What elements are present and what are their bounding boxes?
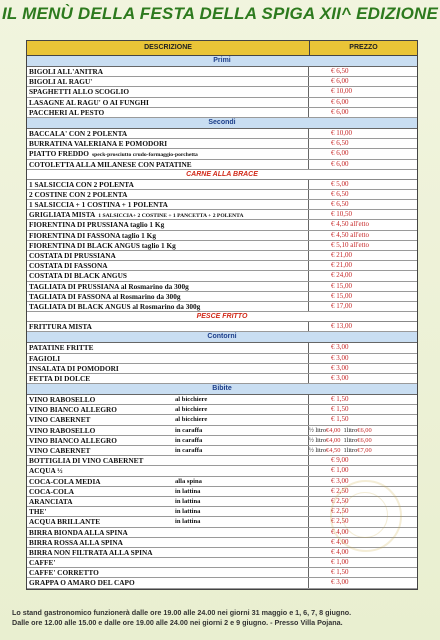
item-name: LASAGNE AL RAGU' O AI FUNGHI <box>29 97 149 107</box>
item-price: € 17,00 <box>331 301 352 310</box>
serving-type: in lattina <box>175 508 201 516</box>
menu-row <box>27 354 417 364</box>
item-description <box>27 517 309 526</box>
item-description <box>27 160 309 169</box>
item-price: € 5,10 all'etto <box>331 240 370 249</box>
item-description <box>27 231 309 240</box>
item-name: VINO CABERNET <box>29 415 91 425</box>
item-price: € 6,00 <box>331 107 349 116</box>
menu-row <box>27 395 417 405</box>
item-description <box>27 354 309 363</box>
item-name: FETTA DI DOLCE <box>29 373 91 383</box>
item-price: € 21,00 <box>331 261 352 270</box>
item-description <box>27 302 309 311</box>
item-description <box>27 292 309 301</box>
section-heading: CARNE ALLA BRACE <box>27 170 417 180</box>
menu-row <box>27 343 417 353</box>
item-name: TAGLIATA DI BLACK ANGUS al Rosmarino da 300g <box>29 301 201 311</box>
menu-row <box>27 261 417 271</box>
item-price <box>309 446 417 455</box>
menu-row <box>27 282 417 292</box>
item-price: € 10,00 <box>331 128 352 137</box>
menu-row <box>27 220 417 230</box>
item-description <box>27 374 309 383</box>
item-description <box>27 426 309 435</box>
item-price: € 6,50 <box>331 67 349 75</box>
full-price: €6,00 <box>357 426 372 434</box>
item-name: BIRRA BIONDA ALLA SPINA <box>29 527 128 537</box>
item-price: € 21,00 <box>331 251 352 259</box>
item-price: € 15,00 <box>331 291 352 300</box>
serving-type: al bicchiere <box>175 416 208 424</box>
item-price: € 15,00 <box>331 281 352 290</box>
item-price: € 3,00 <box>331 343 349 352</box>
item-price: € 1,00 <box>331 466 349 475</box>
menu-row <box>27 241 417 251</box>
item-price: € 1,50 <box>331 405 349 414</box>
item-name: FIORENTINA DI BLACK ANGUS taglio 1 Kg <box>29 240 176 250</box>
half-price: €4,50 <box>326 447 341 454</box>
menu-row <box>27 231 417 241</box>
item-description <box>27 210 309 219</box>
menu-row <box>27 466 417 476</box>
menu-row <box>27 180 417 190</box>
item-price: € 4,00 <box>331 547 349 556</box>
item-description <box>27 149 309 158</box>
item-price: € 1,50 <box>331 415 349 424</box>
item-description <box>27 343 309 352</box>
section-heading: Contorni <box>27 332 417 343</box>
item-name: FRITTURA MISTA <box>29 322 92 332</box>
item-name: PIATTO FREDDO <box>29 149 89 159</box>
item-name: CAFFE' <box>29 558 56 568</box>
item-description <box>27 578 309 587</box>
menu-row <box>27 364 417 374</box>
item-price: € 6,00 <box>331 159 349 168</box>
item-description <box>27 538 309 547</box>
header-description: DESCRIZIONE <box>27 41 310 55</box>
header-price: PREZZO <box>349 44 378 51</box>
menu-row <box>27 322 417 332</box>
item-description <box>27 322 309 331</box>
item-description <box>27 456 309 465</box>
item-price: € 2,50 <box>331 507 349 516</box>
item-price: € 4,00 <box>331 527 349 536</box>
menu-row <box>27 578 417 588</box>
item-price: € 6,00 <box>331 149 349 158</box>
item-price: € 1,50 <box>331 395 349 404</box>
menu-row <box>27 98 417 108</box>
item-price <box>309 426 417 435</box>
item-price: € 4,50 all'etto <box>331 230 370 239</box>
serving-type: in caraffa <box>175 447 203 454</box>
item-name: VINO BIANCO ALLEGRO <box>29 435 117 445</box>
item-name: COTOLETTA ALLA MILANESE CON PATATINE <box>29 159 192 169</box>
item-price: € 2,50 <box>331 486 349 495</box>
menu-row <box>27 405 417 415</box>
item-name: ACQUA BRILLANTE <box>29 517 101 527</box>
item-description <box>27 261 309 270</box>
item-description <box>27 558 309 567</box>
full-price: €7,00 <box>357 447 372 454</box>
footer-note <box>12 608 432 628</box>
full-label: 1litro <box>343 447 358 454</box>
serving-type: alla spina <box>175 477 202 485</box>
item-detail: speck-prosciutto crudo-formaggio-porchetta <box>91 152 198 159</box>
half-label: ½ litro <box>309 436 327 444</box>
section-heading: Secondi <box>27 118 417 129</box>
item-price: € 5,00 <box>331 179 349 188</box>
item-name: ACQUA ½ <box>29 466 63 476</box>
serving-type: al bicchiere <box>175 396 208 404</box>
item-description <box>27 405 309 414</box>
item-description <box>27 446 309 455</box>
serving-type: in lattina <box>175 518 201 526</box>
item-description <box>27 507 309 516</box>
item-name: COSTATA DI BLACK ANGUS <box>29 271 127 281</box>
item-description <box>27 67 309 76</box>
menu-row <box>27 149 417 159</box>
item-name: BACCALA' CON 2 POLENTA <box>29 128 128 138</box>
menu-row <box>27 108 417 118</box>
menu-row <box>27 67 417 77</box>
item-price: € 6,50 <box>331 189 349 198</box>
item-name: PATATINE FRITTE <box>29 343 94 353</box>
menu-row <box>27 374 417 384</box>
item-description <box>27 395 309 404</box>
section-heading: PESCE FRITTO <box>27 312 417 322</box>
item-price: € 10,50 <box>331 210 352 219</box>
item-description <box>27 282 309 291</box>
item-name: 2 COSTINE CON 2 POLENTA <box>29 189 128 199</box>
item-price: € 1,50 <box>331 568 349 577</box>
item-name: 1 SALSICCIA + 1 COSTINA + 1 POLENTA <box>29 200 168 210</box>
item-price: € 3,00 <box>331 373 349 382</box>
menu-row <box>27 292 417 302</box>
item-description <box>27 568 309 577</box>
item-detail: 1 SALSICCIA+ 2 COSTINE + 1 PANCETTA + 2 POLENTA <box>98 213 244 220</box>
item-price: € 6,00 <box>331 97 349 106</box>
item-price: € 4,00 <box>331 537 349 546</box>
half-price: €4,00 <box>326 436 341 444</box>
item-description <box>27 180 309 189</box>
item-description <box>27 415 309 424</box>
item-name: VINO RABOSELLO <box>29 425 96 435</box>
item-description <box>27 271 309 280</box>
item-name: ARANCIATA <box>29 496 73 506</box>
item-description <box>27 528 309 537</box>
item-name: BOTTIGLIA DI VINO CABERNET <box>29 456 144 466</box>
footer-line-2: Dalle ore 12.00 alle 15.00 e dalle ore 19.00 alle 24.00 nei giorni 2 e 9 giugno. - Presso Villa Pojana. <box>12 618 343 627</box>
item-price: € 3,00 <box>331 363 349 372</box>
serving-type: in caraffa <box>175 436 203 444</box>
item-name: BURRATINA VALERIANA E POMODORI <box>29 139 168 149</box>
item-description <box>27 98 309 107</box>
item-name: COCA-COLA <box>29 486 74 496</box>
item-description <box>27 200 309 209</box>
table-header <box>27 41 417 56</box>
item-price: € 3,00 <box>331 476 349 485</box>
half-price: €4,00 <box>326 426 341 434</box>
item-name: CAFFE' CORRETTO <box>29 568 99 578</box>
menu-row <box>27 251 417 261</box>
item-name: GRIGLIATA MISTA <box>29 210 96 220</box>
item-price: € 6,00 <box>331 77 349 86</box>
menu-row <box>27 210 417 220</box>
footer-line-1: Lo stand gastronomico funzionerà dalle ore 19.00 alle 24.00 nei giorni 31 maggio e 1, 6, 7, 8 giugno. <box>12 608 352 617</box>
item-price: € 2,50 <box>331 517 349 526</box>
menu-row <box>27 139 417 149</box>
menu-row <box>27 190 417 200</box>
item-description <box>27 87 309 96</box>
serving-type: in lattina <box>175 487 201 495</box>
item-price: € 13,00 <box>331 322 352 331</box>
menu-row <box>27 426 417 436</box>
item-price <box>309 436 417 445</box>
item-name: VINO BIANCO ALLEGRO <box>29 405 117 415</box>
item-name: BIRRA NON FILTRATA ALLA SPINA <box>29 547 153 557</box>
item-name: SPAGHETTI ALLO SCOGLIO <box>29 87 130 97</box>
item-name: TAGLIATA DI FASSONA al Rosmarino da 300g <box>29 291 181 301</box>
item-name: BIRRA ROSSA ALLA SPINA <box>29 537 123 547</box>
menu-row <box>27 568 417 578</box>
item-price: € 10,00 <box>331 87 352 96</box>
item-description <box>27 139 309 148</box>
item-description <box>27 251 309 260</box>
serving-type: al bicchiere <box>175 406 208 414</box>
item-name: FIORENTINA DI FASSONA taglio 1 Kg <box>29 230 156 240</box>
item-description <box>27 190 309 199</box>
item-name: BIGOLI AL RAGU' <box>29 77 93 87</box>
serving-type: in caraffa <box>175 426 203 434</box>
item-description <box>27 466 309 475</box>
item-name: COSTATA DI FASSONA <box>29 261 108 271</box>
item-name: GRAPPA O AMARO DEL CAPO <box>29 578 135 588</box>
menu-row <box>27 446 417 456</box>
item-price: € 3,00 <box>331 353 349 362</box>
item-name: COSTATA DI PRUSSIANA <box>29 251 116 260</box>
item-description <box>27 548 309 557</box>
item-description <box>27 129 309 138</box>
menu-row <box>27 160 417 170</box>
item-description <box>27 477 309 486</box>
half-label: ½ litro <box>309 447 327 454</box>
item-description <box>27 241 309 250</box>
menu-row <box>27 456 417 466</box>
item-description <box>27 108 309 117</box>
item-description <box>27 364 309 373</box>
item-name: VINO CABERNET <box>29 446 91 455</box>
item-name: TAGLIATA DI PRUSSIANA al Rosmarino da 300g <box>29 281 189 291</box>
item-price: € 24,00 <box>331 271 352 280</box>
item-description <box>27 77 309 86</box>
menu-row <box>27 302 417 312</box>
item-price: € 6,50 <box>331 139 349 148</box>
section-heading: Primi <box>27 56 417 67</box>
full-price: €6,00 <box>357 436 372 444</box>
menu-row <box>27 200 417 210</box>
full-label: 1litro <box>343 426 358 434</box>
association-stamp-logo <box>330 480 402 552</box>
item-price: € 9,00 <box>331 456 349 465</box>
half-label: ½ litro <box>309 426 327 434</box>
serving-type: in lattina <box>175 497 201 505</box>
item-price: € 4,50 all'etto <box>331 220 370 229</box>
full-label: 1litro <box>343 436 358 444</box>
item-price: € 1,00 <box>331 558 349 567</box>
item-name: FIORENTINA DI PRUSSIANA taglio 1 Kg <box>29 220 165 230</box>
menu-row <box>27 129 417 139</box>
menu-title: IL MENÙ DELLA FESTA DELLA SPIGA XII^ EDIZIONE <box>1 4 439 23</box>
item-price: € 6,50 <box>331 200 349 209</box>
item-name: 1 SALSICCIA CON 2 POLENTA <box>29 179 134 189</box>
menu-row <box>27 558 417 568</box>
item-price: € 2,50 <box>331 496 349 505</box>
menu-row <box>27 77 417 87</box>
item-name: PACCHERI AL PESTO <box>29 107 105 117</box>
item-name: VINO RABOSELLO <box>29 395 96 405</box>
menu-row <box>27 87 417 97</box>
item-description <box>27 220 309 229</box>
item-description <box>27 497 309 506</box>
menu-row <box>27 415 417 425</box>
section-heading: Bibite <box>27 384 417 395</box>
item-name: BIGOLI ALL'ANITRA <box>29 67 104 76</box>
item-price: € 3,00 <box>331 578 349 587</box>
menu-row <box>27 271 417 281</box>
item-name: COCA-COLA MEDIA <box>29 476 101 486</box>
item-name: FAGIOLI <box>29 353 61 363</box>
menu-row <box>27 436 417 446</box>
item-description <box>27 436 309 445</box>
item-name: THE' <box>29 507 47 517</box>
item-name: INSALATA DI POMODORI <box>29 363 119 373</box>
item-description <box>27 487 309 496</box>
